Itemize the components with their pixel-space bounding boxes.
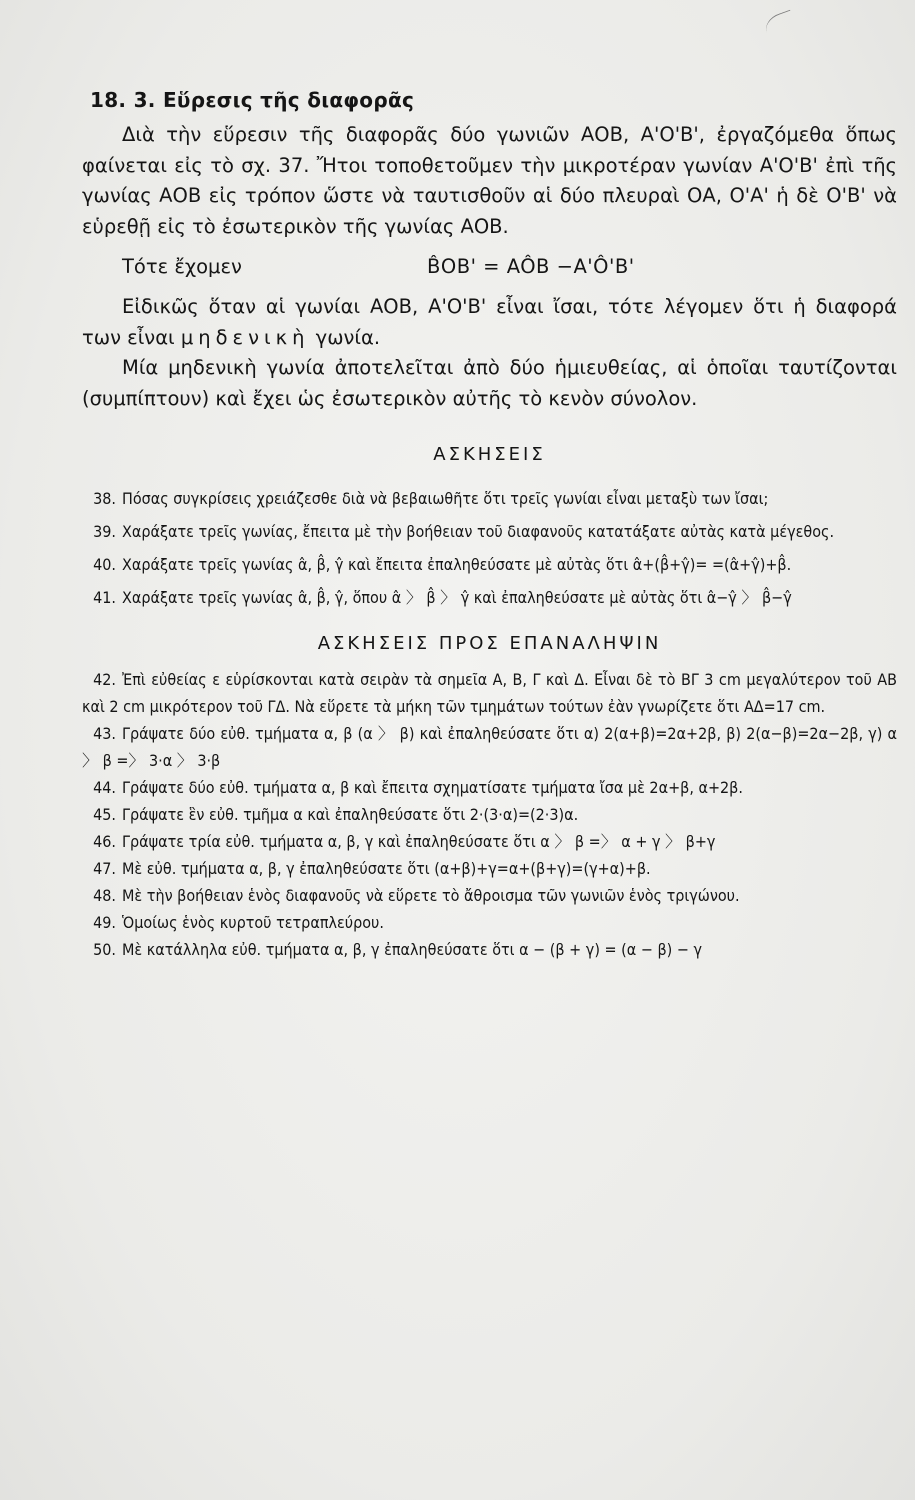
exercise-number: 40. [93, 555, 116, 574]
paragraph-2-emphasis: μηδενικὴ [180, 325, 310, 349]
review-exercise-item [82, 936, 897, 963]
exercise-number: 46. [93, 832, 116, 851]
review-exercise-item [82, 909, 897, 936]
exercise-text: Μὲ κατάλληλα εὐθ. τμήματα α, β, γ ἐπαληθεύσατε ὅτι α − (β + γ) = (α − β) − γ [122, 940, 702, 959]
exercise-text: Χαράξατε τρεῖς γωνίας, ἔπειτα μὲ τὴν βοήθειαν τοῦ διαφανοῦς κατατάξατε αὐτὰς κατὰ μέγεθος. [122, 522, 835, 541]
paragraph-zero-angle-description [82, 353, 897, 414]
review-exercise-item [82, 774, 897, 801]
page-content [82, 88, 897, 963]
exercise-number: 42. [93, 670, 116, 689]
exercise-text: Γράψατε τρία εὐθ. τμήματα α, β, γ καὶ ἐπαληθεύσατε ὅτι α 〉 β =〉 α + γ 〉 β+γ [122, 832, 716, 851]
exercise-text: Γράψατε ἓν εὐθ. τμῆμα α καὶ ἐπαληθεύσατε ὅτι 2·(3·α)=(2·3)α. [122, 805, 579, 824]
paragraph-2-end: γωνία. [315, 325, 381, 349]
exercise-item [82, 551, 897, 578]
exercise-number: 50. [93, 940, 116, 959]
exercise-number: 44. [93, 778, 116, 797]
exercise-list [82, 485, 897, 611]
exercise-item [82, 584, 897, 611]
exercise-text: Μὲ εὐθ. τμήματα α, β, γ ἐπαληθεύσατε ὅτι (α+β)+γ=α+(β+γ)=(γ+α)+β. [122, 859, 651, 878]
exercise-number: 38. [93, 489, 116, 508]
exercise-item [82, 485, 897, 512]
pencil-mark [762, 10, 798, 42]
review-exercises-heading: ΑΣΚΗΣΕΙΣ ΠΡΟΣ ΕΠΑΝΑΛΗΨΙΝ [317, 633, 662, 654]
exercise-text: Χαράξατε τρεῖς γωνίας α̂, β̂, γ̂ καὶ ἔπειτα ἐπαληθεύσατε μὲ αὐτὰς ὅτι α̂+(β̂+γ̂)= =(α̂+γ̂)+β̂. [122, 555, 792, 574]
paragraph-3-text: Μία μηδενικὴ γωνία ἀποτελεῖται ἀπὸ δύο ἡμιευθείας, αἱ ὁποῖαι ταυτίζονται (συμπίπτουν) καὶ ἔχει ὡς ἐσωτερικὸν αὐτῆς τὸ κενὸν σύνολον. [82, 356, 897, 410]
paragraph-zero-angle-definition [82, 292, 897, 353]
angle-difference-formula: B̂OB' = AÔB −A'Ô'B' [427, 255, 635, 278]
formula-lead: Τότε ἔχομεν [122, 255, 242, 278]
section-title: 18. 3. Εὕρεσις τῆς διαφορᾶς [90, 88, 415, 112]
paragraph-difference-method [82, 120, 897, 242]
exercise-number: 43. [93, 724, 116, 743]
exercise-item [82, 518, 897, 545]
review-exercise-item [82, 720, 897, 774]
paragraph-1-text: Διὰ τὴν εὕρεσιν τῆς διαφορᾶς δύο γωνιῶν ΑΟΒ, Α'Ο'Β', ἐργαζόμεθα ὅπως φαίνεται εἰς τὸ σχ. 37. Ἤτοι τοποθετοῦμεν τὴν μικροτέραν γωνίαν Α'Ο'Β' ἐπὶ τῆς γωνίας ΑΟΒ εἰς τρόπον ὥστε νὰ ταυτισθοῦν αἱ δύο πλευραὶ ΟΑ, Ο'Α' ἡ δὲ Ο'Β' νὰ εὑρεθῇ εἰς τὸ ἐσωτερικὸν τῆς γωνίας ΑΟΒ. [82, 123, 897, 238]
exercise-number: 39. [93, 522, 116, 541]
review-exercise-item [82, 801, 897, 828]
paragraph-2-start: Εἰδικῶς ὅταν αἱ γωνίαι ΑΟΒ, Α'Ο'Β' εἶναι ἴσαι, τότε λέγομεν ὅτι ἡ διαφορά των εἶναι [82, 295, 897, 349]
formula-row [82, 252, 897, 286]
review-exercise-item [82, 855, 897, 882]
review-exercise-list [82, 666, 897, 963]
exercise-text: Ἐπὶ εὐθείας ε εὑρίσκονται κατὰ σειρὰν τὰ σημεῖα Α, Β, Γ καὶ Δ. Εἶναι δὲ τὸ ΒΓ 3 cm μεγαλύτερον τοῦ ΑΒ καὶ 2 cm μικρότερον τοῦ ΓΔ. Νὰ εὕρετε τὰ μήκη τῶν τμημάτων τούτων ἐὰν γνωρίζετε ὅτι ΑΔ=17 cm. [82, 670, 897, 716]
exercise-number: 47. [93, 859, 116, 878]
exercise-number: 45. [93, 805, 116, 824]
review-exercise-item [82, 828, 897, 855]
exercise-text: Γράψατε δύο εὐθ. τμήματα α, β (α 〉 β) καὶ ἐπαληθεύσατε ὅτι α) 2(α+β)=2α+2β, β) 2(α−β)=2α−2β, γ) α 〉 β =〉 3·α 〉 3·β [82, 724, 897, 770]
exercise-text: Πόσας συγκρίσεις χρειάζεσθε διὰ νὰ βεβαιωθῆτε ὅτι τρεῖς γωνίαι εἶναι μεταξὺ των ἴσαι; [122, 489, 769, 508]
review-exercise-item [82, 666, 897, 720]
exercise-text: Γράψατε δύο εὐθ. τμήματα α, β καὶ ἔπειτα σχηματίσατε τμήματα ἴσα μὲ 2α+β, α+2β. [122, 778, 743, 797]
exercise-number: 49. [93, 913, 116, 932]
exercise-text: Χαράξατε τρεῖς γωνίας α̂, β̂, γ̂, ὅπου α̂ 〉 β̂ 〉 γ̂ καὶ ἐπαληθεύσατε μὲ αὐτὰς ὅτι α̂−γ̂ 〉 β̂−γ̂ [122, 588, 792, 607]
exercise-number: 48. [93, 886, 116, 905]
exercise-text: Ὁμοίως ἑνὸς κυρτοῦ τετραπλεύρου. [122, 913, 384, 932]
exercises-heading: ΑΣΚΗΣΕΙΣ [433, 444, 546, 465]
review-exercise-item [82, 882, 897, 909]
exercise-text: Μὲ τὴν βοήθειαν ἑνὸς διαφανοῦς νὰ εὕρετε τὸ ἄθροισμα τῶν γωνιῶν ἑνὸς τριγώνου. [122, 886, 740, 905]
exercise-number: 41. [93, 588, 116, 607]
